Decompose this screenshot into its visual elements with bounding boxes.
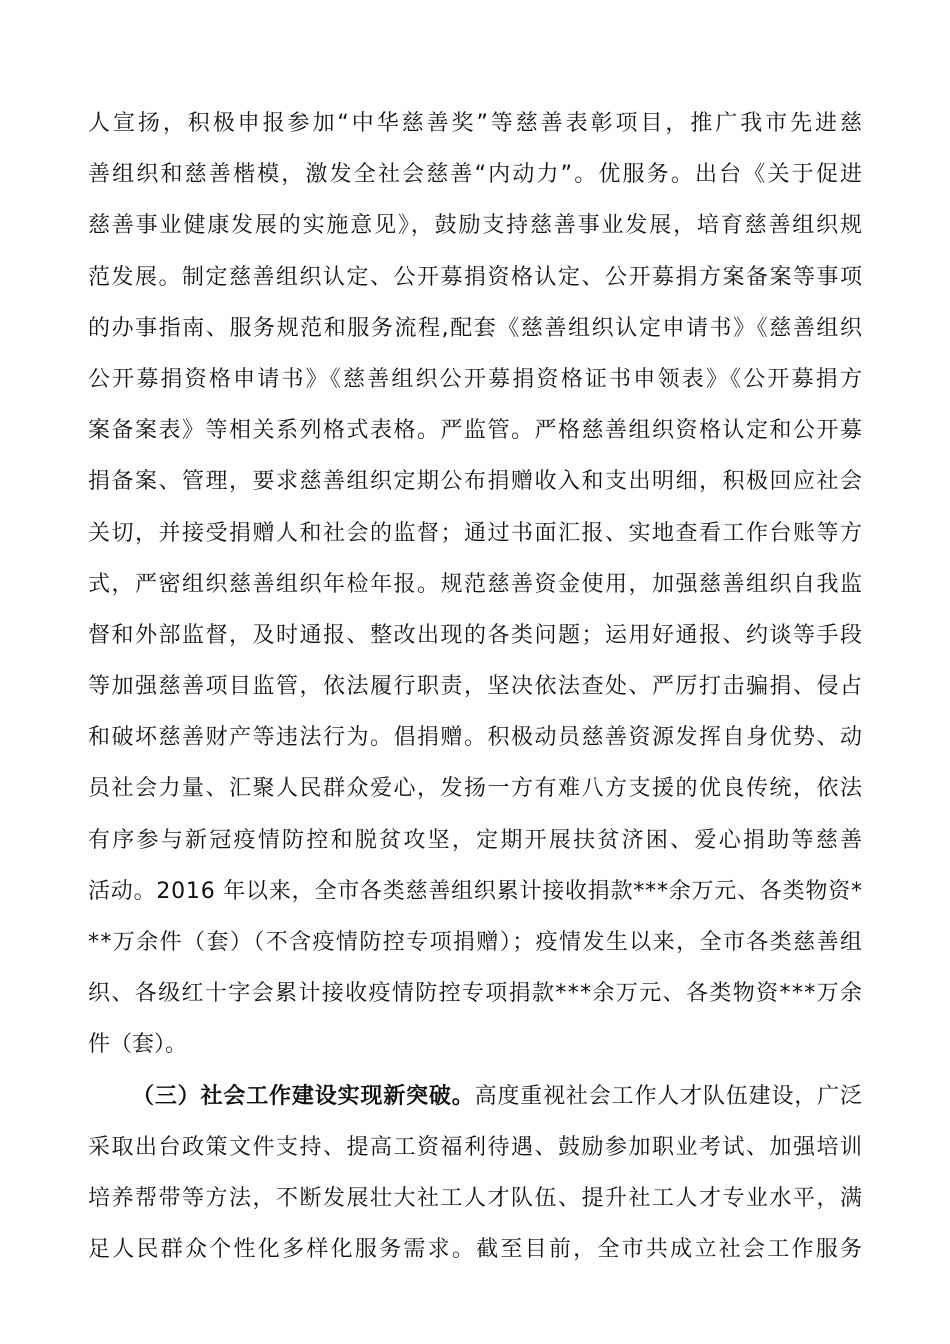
text-line — [88, 866, 862, 917]
text-line — [88, 456, 862, 507]
text-line — [88, 610, 862, 661]
text-line — [88, 405, 862, 456]
section-3-first-line — [88, 1071, 862, 1122]
line-text: 案备案表》等相关系列格式表格。严监管。严格慈善组织资格认定和公开募 — [88, 418, 864, 444]
line-text: 善组织和慈善楷模，激发全社会慈善“内动力”。优服务。出台《关于促进 — [88, 162, 865, 188]
text-line — [88, 712, 862, 763]
text-line — [88, 149, 865, 200]
text-line — [88, 354, 865, 405]
line-text: 式，严密组织慈善组织年检年报。规范慈善资金使用，加强慈善组织自我监 — [88, 571, 864, 597]
text-line — [88, 200, 862, 251]
line-text: 员社会力量、汇聚人民群众爱心，发扬一方有难八方支援的优良传统，依法 — [88, 776, 864, 802]
text-line — [88, 252, 862, 303]
line-text: 捐备案、管理，要求慈善组织定期公布捐赠收入和支出明细，积极回应社会 — [88, 469, 864, 495]
line-text: 公开募捐资格申请书》《慈善组织公开募捐资格证书申领表》《公开募捐方 — [88, 366, 865, 392]
line-text: 足人民群众个性化多样化服务需求。截至目前，全市共成立社会工作服务 — [88, 1237, 865, 1263]
text-line — [88, 1122, 862, 1173]
text-line — [88, 661, 862, 712]
line-text: **万余件（套）（不含疫情防控专项捐赠）；疫情发生以来，全市各类慈善组 — [88, 930, 864, 955]
text-line — [88, 303, 862, 354]
text-line — [88, 559, 862, 610]
body-text — [88, 98, 865, 1275]
line-text: 和破坏慈善财产等违法行为。倡捐赠。积极动员慈善资源发挥自身优势、动 — [88, 725, 864, 751]
line-text: 有序参与新冠疫情防控和脱贫攻坚，定期开展扶贫济困、爱心捐助等慈善 — [88, 827, 865, 853]
line-text: 督和外部监督，及时通报、整改出现的各类问题；运用好通报、约谈等手段 — [88, 622, 864, 648]
text-line — [88, 763, 862, 814]
line-text: 范发展。制定慈善组织认定、公开募捐资格认定、公开募捐方案备案等事项 — [88, 264, 864, 290]
text-line — [88, 1173, 862, 1224]
line-text: 培养帮带等方法，不断发展壮大社工人才队伍、提升社工人才专业水平，满 — [88, 1185, 864, 1211]
text-line — [88, 815, 865, 866]
text-line — [88, 98, 865, 149]
section-3-first-line-rest: 高度重视社会工作人才队伍建设，广泛 — [474, 1083, 863, 1109]
text-line — [88, 917, 862, 968]
line-text: 关切，并接受捐赠人和社会的监督；通过书面汇报、实地查看工作台账等方 — [88, 520, 864, 546]
line-text: 的办事指南、服务规范和服务流程,配套《慈善组织认定申请书》《慈善组织 — [88, 315, 864, 341]
line-text: 活动。2016 年以来，全市各类慈善组织累计接收捐款***余万元、各类物资* — [88, 878, 863, 904]
text-line — [88, 1224, 865, 1275]
text-line — [88, 508, 862, 559]
text-line — [88, 1019, 862, 1070]
line-text: 等加强慈善项目监管，依法履行职责，坚决依法查处、严厉打击骗捐、侵占 — [88, 674, 864, 700]
line-text: 件（套）。 — [88, 1032, 188, 1058]
line-text: 慈善事业健康发展的实施意见》，鼓励支持慈善事业发展，培育慈善组织规 — [88, 213, 864, 239]
line-text: 采取出台政策文件支持、提高工资福利待遇、鼓励参加职业考试、加强培训 — [88, 1134, 864, 1160]
text-line — [88, 968, 862, 1019]
section-3-first-line-text — [132, 1071, 863, 1122]
line-text: 织、各级红十字会累计接收疫情防控专项捐款***余万元、各类物资***万余 — [88, 981, 864, 1007]
line-text: 人宣扬，积极申报参加“中华慈善奖”等慈善表彰项目，推广我市先进慈 — [88, 111, 865, 136]
section-3-heading: （三）社会工作建设实现新突破。 — [132, 1083, 475, 1109]
